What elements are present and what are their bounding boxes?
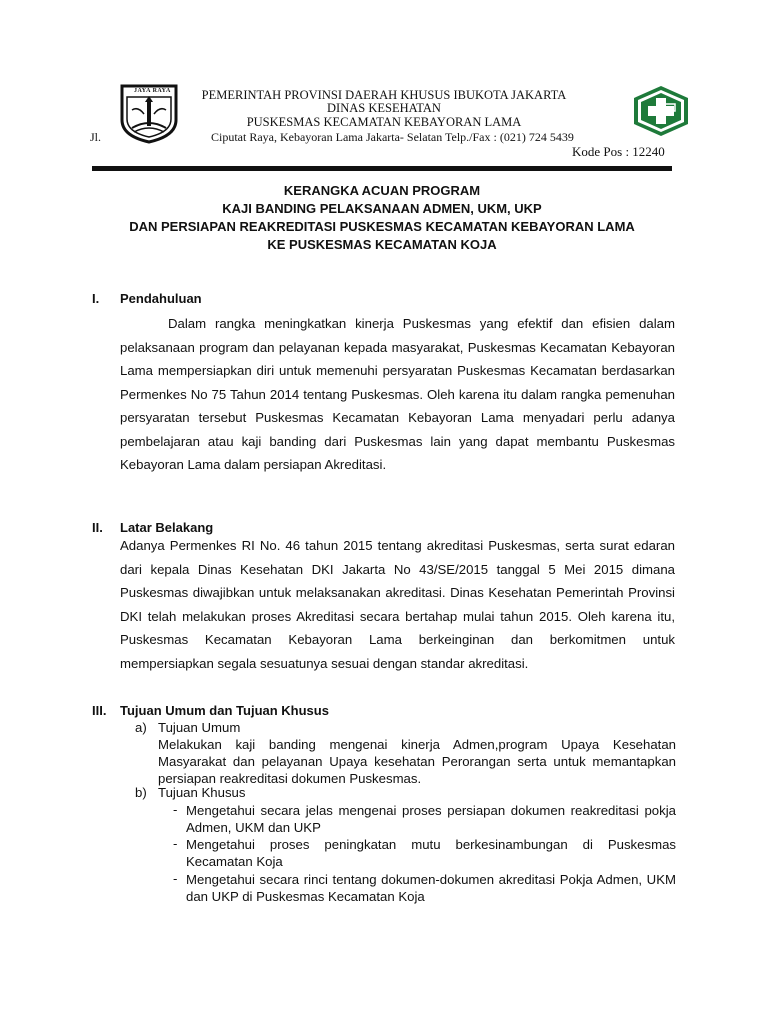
sub-a-label: a) [135,720,147,735]
section-1-number: I. [92,291,100,306]
letterhead-jl: Jl. [90,130,102,144]
list-item: Mengetahui secara jelas mengenai proses persiapan dokumen reakreditasi pokja Admen, UKM dan UKP [186,803,676,835]
bullet-dash: - [173,871,178,886]
sub-a-body: Melakukan kaji banding mengenai kinerja Admen,program Upaya Kesehatan Masyarakat dan pelayanan Upaya kesehatan Perorangan serta untuk memantapkan persiapan reakreditasi dokumen Puskesmas. [158,737,676,786]
sub-b-label: b) [135,785,147,800]
sub-b-title: Tujuan Khusus [158,785,246,800]
section-3-heading: Tujuan Umum dan Tujuan Khusus [120,703,329,718]
bullet-dash: - [173,802,178,817]
jaya-raya-logo-text: JAYA RAYA [134,88,171,94]
letterhead-line-1: PEMERINTAH PROVINSI DAERAH KHUSUS IBUKOTA JAKARTA [201,88,567,102]
section-1-heading: Pendahuluan [120,291,202,306]
list-item: Mengetahui proses peningkatan mutu berkesinambungan di Puskesmas Kecamatan Koja [186,837,676,869]
doc-title-line-2: KAJI BANDING PELAKSANAAN ADMEN, UKM, UKP [222,201,542,216]
section-2-body: Adanya Permenkes RI No. 46 tahun 2015 tentang akreditasi Puskesmas, serta surat edaran dari kepala Dinas Kesehatan DKI Jakarta No 43/SE/2015 tanggal 5 Mei 2015 dimana Puskesmas diwajibkan untuk melaksanakan akreditasi. Dinas Kesehatan Pemerintah Provinsi DKI telah melakukan proses Akreditasi secara bertahap mulai tahun 2015. Oleh karena itu, Puskesmas Kecamatan Kebayoran Lama berkeinginan dan berkomitmen untuk mempersiapkan segala sesuatunya sesuai dengan standar akreditasi. [120,538,675,671]
section-2-heading: Latar Belakang [120,520,214,535]
section-2-number: II. [92,520,103,535]
letterhead-divider [92,166,672,171]
section-1-body: Dalam rangka meningkatkan kinerja Puskesmas yang efektif dan efisien dalam pelaksanaan program dan pelayanan kepada masyarakat, Puskesmas Kecamatan Kebayoran Lama mempersiapkan diri untuk memenuhi persyaratan Puskesmas Kecamatan berdasarkan Permenkes No 75 Tahun 2014 tentang Puskesmas. Oleh karena itu dalam rangka pemenuhan persyaratan tersebut Puskesmas Kecamatan Kebayoran Lama menyadari perlu adanya pembelajaran atau kaji banding dari Puskesmas lain yang dapat membantu Puskesmas Kebayoran Lama dalam persiapan Akreditasi. [120,316,675,472]
section-3-number: III. [92,703,107,718]
letterhead-kode-pos: Kode Pos : 12240 [572,144,665,159]
doc-title-line-1: KERANGKA ACUAN PROGRAM [283,183,481,198]
letterhead-address: Ciputat Raya, Kebayoran Lama Jakarta- Selatan Telp./Fax : (021) 724 5439 [211,130,574,144]
letterhead-line-2: DINAS KESEHATAN [327,101,441,115]
sub-a-title: Tujuan Umum [158,720,241,735]
doc-title-line-4: KE PUSKESMAS KECAMATAN KOJA [267,237,497,252]
bullet-dash: - [173,836,178,851]
letterhead-line-3: PUSKESMAS KECAMATAN KEBAYORAN LAMA [246,115,522,129]
puskesmas-cross-logo [632,84,690,138]
list-item: Mengetahui secara rinci tentang dokumen-dokumen akreditasi Pokja Admen, UKM dan UKP di Puskesmas Kecamatan Koja [186,872,676,904]
doc-title-line-3: DAN PERSIAPAN REAKREDITASI PUSKESMAS KECAMATAN KEBAYORAN LAMA [129,219,635,234]
